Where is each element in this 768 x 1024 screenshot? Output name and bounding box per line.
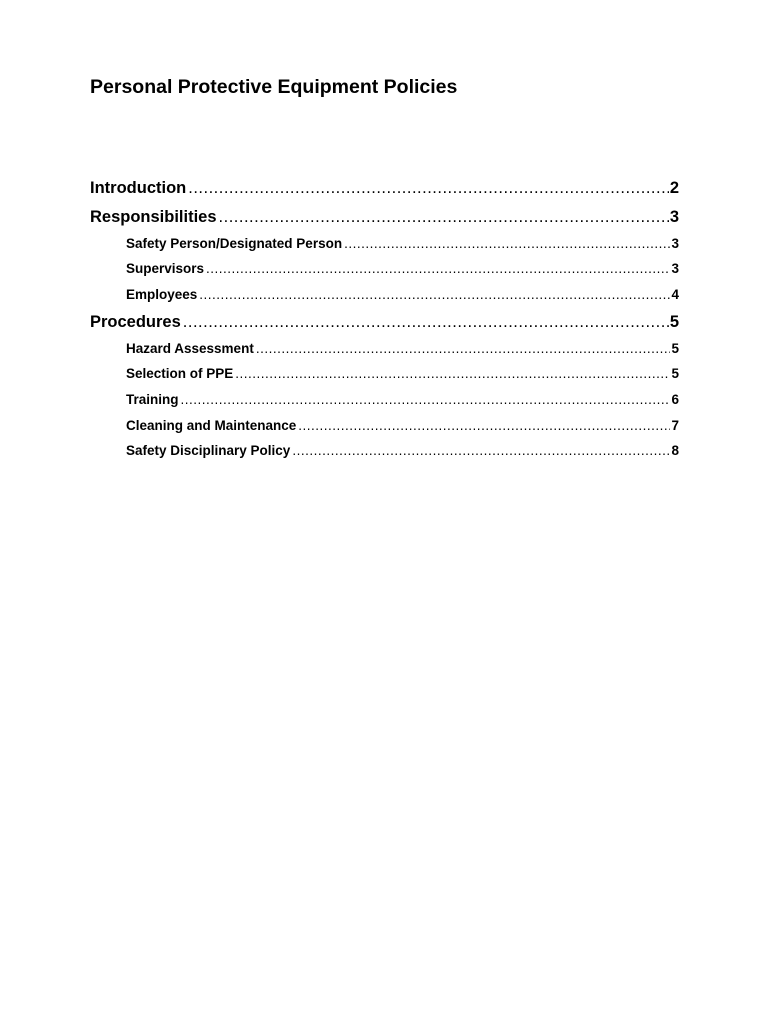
toc-dot-leader xyxy=(188,177,669,199)
toc-entry-employees[interactable] xyxy=(90,286,679,304)
toc-dot-leader xyxy=(344,235,670,253)
toc-page-number: 7 xyxy=(671,418,679,433)
toc-page-number: 5 xyxy=(671,366,679,381)
toc-dot-leader xyxy=(298,417,670,435)
toc-page-number: 3 xyxy=(671,261,679,276)
toc-page-number: 4 xyxy=(671,287,679,302)
toc-entry-label: Hazard Assessment xyxy=(126,341,254,356)
toc-dot-leader xyxy=(183,311,669,333)
toc-page-number: 5 xyxy=(669,313,679,331)
toc-dot-leader xyxy=(181,391,671,409)
toc-dot-leader xyxy=(256,340,671,358)
toc-entry-hazard-assessment[interactable] xyxy=(90,340,679,358)
toc-page-number: 3 xyxy=(669,208,679,226)
toc-entry-safety-person[interactable] xyxy=(90,235,679,253)
toc-entry-label: Procedures xyxy=(90,313,181,331)
toc-entry-label: Cleaning and Maintenance xyxy=(126,418,297,433)
toc-entry-label: Introduction xyxy=(90,179,187,197)
toc-entry-selection-of-ppe[interactable] xyxy=(90,365,679,383)
toc-entry-label: Responsibilities xyxy=(90,208,217,226)
document-title: Personal Protective Equipment Policies xyxy=(90,76,458,98)
toc-page-number: 8 xyxy=(671,443,679,458)
toc-dot-leader xyxy=(292,442,670,460)
toc-entry-label: Safety Person/Designated Person xyxy=(126,236,343,251)
toc-page-number: 6 xyxy=(671,392,679,407)
toc-entry-responsibilities[interactable] xyxy=(90,206,679,228)
toc-entry-cleaning-and-maintenance[interactable] xyxy=(90,417,679,435)
toc-entry-label: Selection of PPE xyxy=(126,366,234,381)
toc-entry-label: Supervisors xyxy=(126,261,205,276)
toc-page-number: 5 xyxy=(671,341,679,356)
toc-dot-leader xyxy=(206,260,670,278)
toc-page-number: 2 xyxy=(669,179,679,197)
toc-dot-leader xyxy=(199,286,670,304)
toc-entry-introduction[interactable] xyxy=(90,177,679,199)
toc-entry-safety-disciplinary-policy[interactable] xyxy=(90,442,679,460)
toc-dot-leader xyxy=(235,365,670,383)
toc-dot-leader xyxy=(219,206,669,228)
toc-entry-procedures[interactable] xyxy=(90,311,679,333)
toc-entry-training[interactable] xyxy=(90,391,679,409)
toc-page-number: 3 xyxy=(671,236,679,251)
toc-entry-supervisors[interactable] xyxy=(90,260,679,278)
toc-entry-label: Training xyxy=(126,392,179,407)
toc-entry-label: Safety Disciplinary Policy xyxy=(126,443,291,458)
toc-entry-label: Employees xyxy=(126,287,198,302)
